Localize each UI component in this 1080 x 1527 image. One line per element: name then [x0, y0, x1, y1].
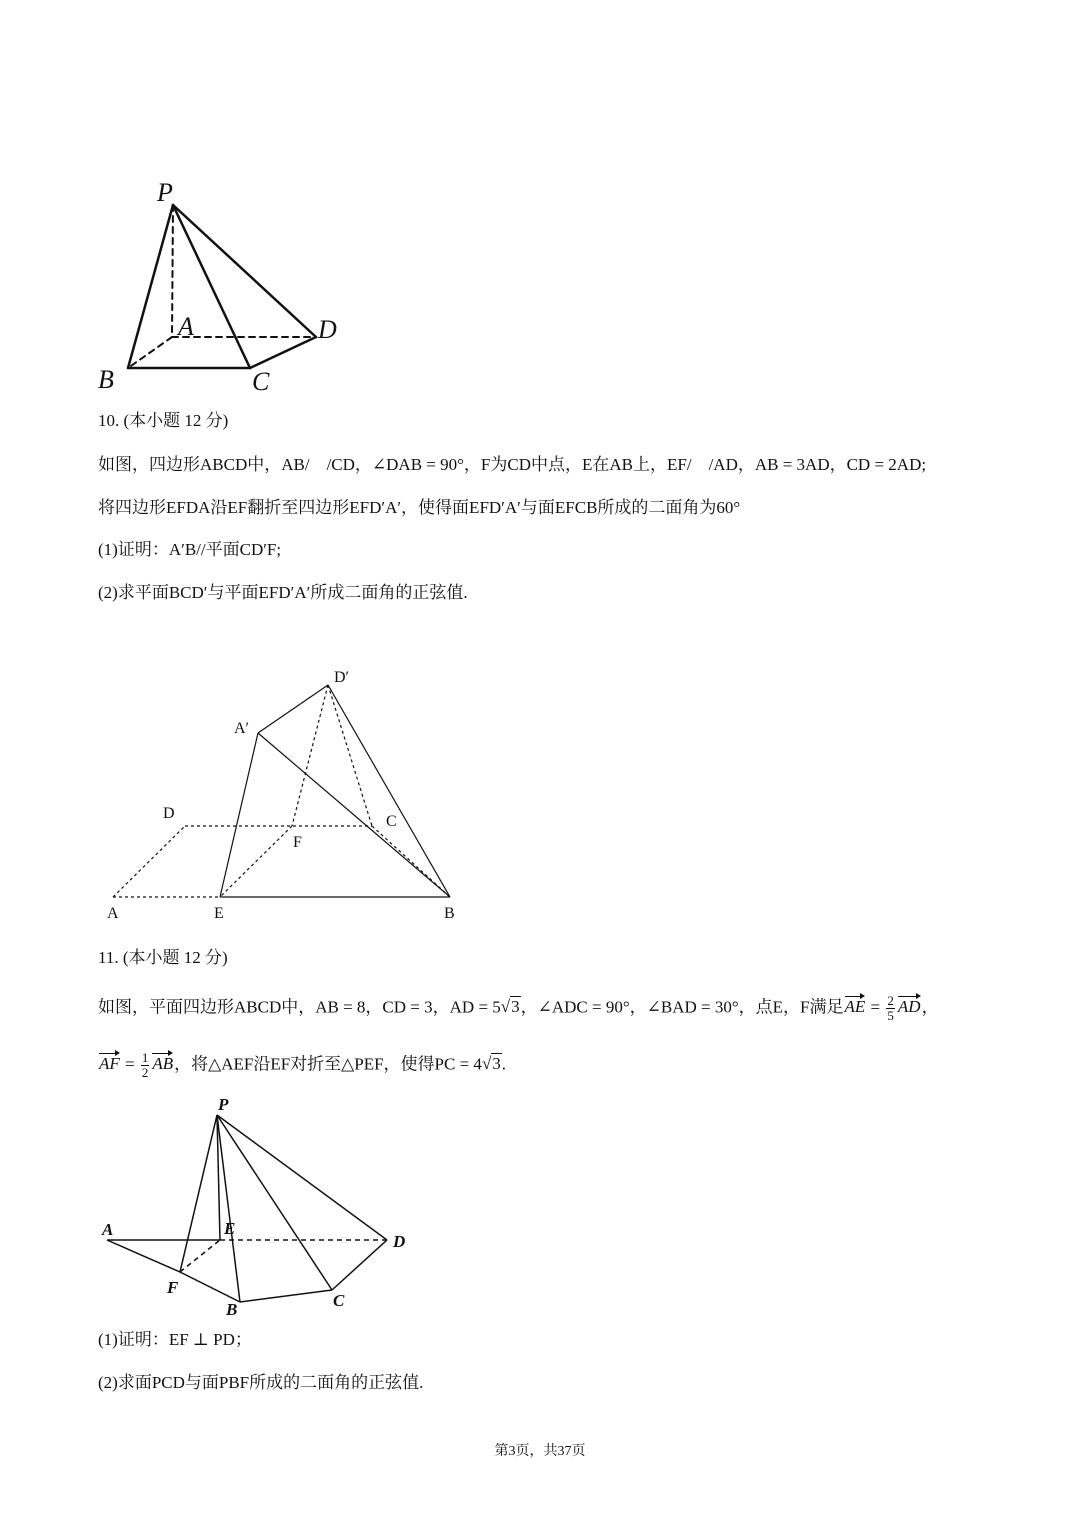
vertex-label-F: F: [293, 834, 302, 851]
problem-11-stem-line-2: [98, 1051, 506, 1080]
vertex-label-A: A: [178, 312, 194, 341]
vertex-label-B: B: [98, 365, 114, 394]
vertex-label-D: D: [393, 1232, 406, 1251]
vertex-label-A-prime: A′: [234, 720, 250, 737]
edge-FE-hidden: [220, 826, 292, 897]
vertex-label-B: B: [444, 905, 455, 922]
edge-PD: [173, 205, 316, 337]
edge-A'B: [258, 733, 450, 897]
problem-11-part-2: (2)求面PCD与面PBF所成的二面角的正弦值.: [98, 1373, 424, 1392]
fraction-denominator: 5: [887, 1008, 894, 1023]
edge-PB: [128, 205, 173, 368]
edge-FB: [180, 1272, 240, 1302]
problem-10-part-1: (1)证明：A′B//平面CD′F;: [98, 540, 282, 559]
stem-text: ，将△AEF沿EF对折至△PEF，使得PC = 4: [174, 1054, 482, 1074]
edge-A'E: [220, 733, 258, 897]
vector-AF: AF: [98, 1052, 121, 1076]
vertex-label-C: C: [333, 1291, 345, 1310]
vertex-label-F: F: [167, 1278, 179, 1297]
fraction: [886, 994, 895, 1023]
vertex-label-D: D: [163, 805, 175, 822]
figure-3-pyramid: [107, 1115, 387, 1302]
figure-2-labels: [107, 669, 455, 922]
figure-3-labels: [101, 1095, 405, 1319]
vector-AE: AE: [844, 995, 867, 1019]
vertex-label-B: B: [226, 1300, 238, 1319]
vertex-label-A: A: [107, 905, 119, 922]
vector-AD: AD: [897, 995, 922, 1019]
vertex-label-E: E: [224, 1219, 236, 1238]
sqrt-radicand: 3: [511, 997, 520, 1017]
edge-PF: [180, 1115, 217, 1272]
problem-11-heading: 11. (本小题 12 分): [98, 948, 228, 967]
stem-text: ，∠ADC = 90°，∠BAD = 30°，点E，F满足: [520, 997, 844, 1017]
vertex-label-D-prime: D′: [334, 669, 350, 686]
problem-11-stem-line-1: [98, 994, 939, 1023]
fraction-numerator: 2: [887, 993, 894, 1008]
edge-PD: [217, 1115, 387, 1240]
vertex-label-C: C: [252, 367, 270, 396]
problem-10-heading: 10. (本小题 12 分): [98, 411, 229, 430]
figure-1-pyramid: [128, 205, 316, 368]
vertex-label-P: P: [218, 1095, 229, 1114]
edge-AD-hidden: [113, 826, 185, 897]
problem-10-stem-line-2: 将四边形EFDA沿EF翻折至四边形EFD′A′，使得面EFD′A′与面EFCB所成的二面角为60°: [98, 498, 741, 517]
edge-PC: [173, 205, 250, 368]
fraction-denominator: 2: [141, 1065, 149, 1080]
vertex-label-A: A: [102, 1220, 114, 1239]
fraction: [141, 1051, 150, 1080]
sqrt-expression: [482, 1053, 502, 1073]
edge-D'B: [328, 685, 450, 897]
edge-D'C-hidden: [328, 685, 372, 826]
stem-text: ，: [921, 997, 939, 1017]
sqrt-radicand: 3: [492, 1054, 501, 1074]
edge-PB: [217, 1115, 240, 1302]
figure-2-folding: [113, 685, 450, 897]
problem-10-part-2: (2)求平面BCD′与平面EFD′A′所成二面角的正弦值.: [98, 583, 468, 602]
vertex-label-P: P: [157, 178, 173, 207]
edge-PA-hidden: [172, 205, 173, 337]
page-footer: 第3页，共37页: [494, 1444, 586, 1459]
equals-sign: =: [866, 997, 885, 1017]
stem-text: .: [501, 1054, 507, 1074]
edge-CD: [332, 1240, 387, 1290]
fraction-numerator: 1: [141, 1050, 149, 1065]
vertex-label-D: D: [318, 315, 337, 344]
problem-11-part-1: (1)证明：EF ⊥ PD；: [98, 1330, 252, 1349]
stem-text: 如图，平面四边形ABCD中，AB = 8，CD = 3，AD = 5: [98, 997, 501, 1017]
vertex-label-C: C: [386, 813, 397, 830]
vector-AB: AB: [151, 1052, 174, 1076]
sqrt-expression: [501, 996, 521, 1016]
problem-10-stem-line-1: 如图，四边形ABCD中，AB/ /CD，∠DAB = 90°，F为CD中点，E在AB上，EF/ /AD，AB = 3AD，CD = 2AD;: [98, 455, 927, 474]
edge-CD: [250, 337, 316, 368]
edge-BC: [240, 1290, 332, 1302]
equals-sign: =: [120, 1054, 139, 1074]
edge-PC: [217, 1115, 332, 1290]
edge-AF: [107, 1240, 180, 1272]
vertex-label-E: E: [214, 905, 224, 922]
